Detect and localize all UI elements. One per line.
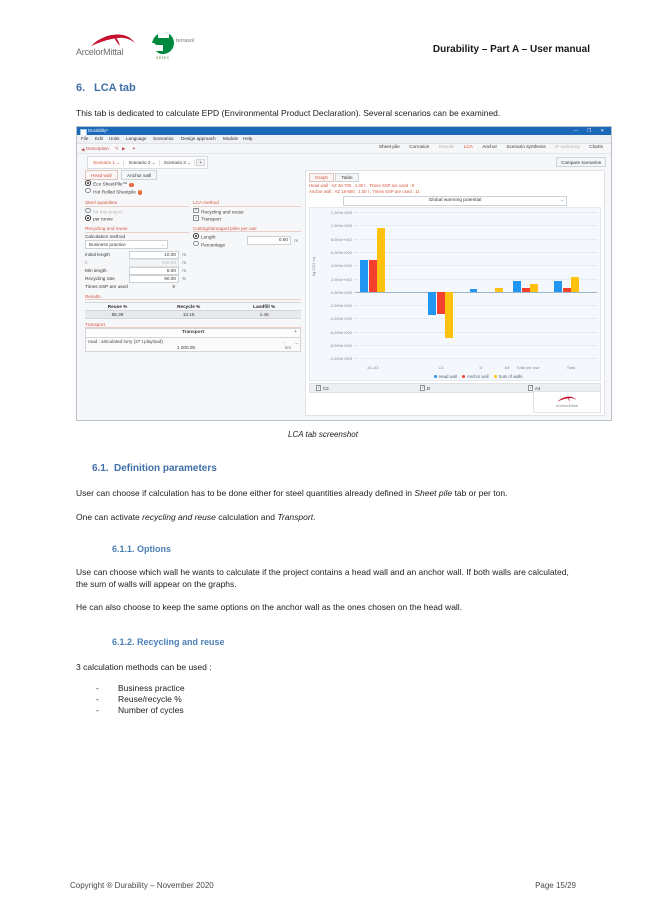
- y-tick-label: 6.000e+002: [330, 249, 352, 255]
- radio-icon-length[interactable]: [193, 233, 199, 239]
- tab-sheet-pile[interactable]: Sheet pile: [378, 144, 400, 149]
- secondary-length-unit: m: [182, 260, 186, 265]
- tab-charts[interactable]: Charts: [589, 144, 603, 149]
- min-length-label: Min length: [85, 268, 107, 273]
- lca-method-heading: LCA method: [193, 200, 301, 207]
- para-6-1-2-a: One can activate: [76, 512, 143, 522]
- x-tick-label: D: [479, 365, 483, 370]
- secondary-length-label: ⌷: [85, 260, 88, 265]
- cutting-option-length-label: Length: [201, 234, 216, 240]
- transport-header-label: Transport: [181, 330, 205, 335]
- legend-swatch-head-wall: [434, 375, 437, 378]
- tab-lca[interactable]: LCA: [463, 144, 473, 149]
- bullet-dash: -: [96, 683, 99, 693]
- lca-method-recycling-reuse-label: Recycling and reuse: [201, 208, 244, 214]
- heading-6-1-number: 6.1.: [92, 463, 109, 474]
- chevron-down-icon-calculation-method[interactable]: ⌄: [161, 241, 165, 247]
- y-tick-label: -8.000e+002: [329, 343, 352, 348]
- steel-quantity-option-project-label: for this project: [93, 208, 123, 214]
- y-tick-label: -2.000e+002: [329, 303, 352, 309]
- heading-6-1-title: Definition parameters: [114, 463, 217, 474]
- column-header-recycle-pct: Recycle %: [150, 302, 227, 310]
- terrasol-mark-icon: [152, 32, 174, 54]
- anchor-wall-button[interactable]: Anchor wall: [121, 170, 157, 180]
- times-ssp-used-row: [85, 283, 189, 291]
- legend-label-sum-of-walls[interactable]: Sum of walls: [498, 374, 523, 379]
- recycling-rate-row: [85, 275, 189, 283]
- secondary-length-row: [85, 259, 189, 267]
- section-number: 6.: [76, 82, 86, 94]
- y-tick-label: 2.000e+002: [330, 276, 352, 282]
- paragraph-6-1-2: [76, 511, 582, 523]
- chart-legend: [355, 374, 597, 379]
- bar-head-wall-a1a3: [360, 260, 368, 292]
- bar-head-wall-total-per-use: [513, 281, 521, 292]
- paragraph-6-1-1-1: Use can choose which wall he wants to calculate if the project contains a head wall and an anchor wall. If both walls are calculated, the sum of walls will appear on the graphs.: [76, 567, 569, 589]
- transport-heading: Transport: [85, 322, 301, 329]
- bar-anchor-wall-a1a3: [369, 260, 377, 292]
- app-tab-bar: [375, 144, 607, 153]
- transport-mode-value[interactable]: road : articulated lorry (27 t playload): [88, 338, 163, 344]
- heading-6-1-2-title: Recycling and reuse: [137, 637, 225, 647]
- play-icon[interactable]: ▶: [122, 146, 126, 151]
- italic-recycling-and-reuse: recycling and reuse: [142, 512, 216, 522]
- head-wall-button[interactable]: Head wall: [85, 170, 118, 180]
- document-header: [0, 0, 646, 76]
- remove-transport-button[interactable]: –: [295, 341, 298, 347]
- y-tick-label: 4.000e+002: [330, 263, 352, 269]
- transport-distance-input[interactable]: 1 200.00: [176, 344, 196, 350]
- add-transport-button[interactable]: +: [294, 330, 297, 335]
- transport-distance-unit: km: [285, 344, 291, 350]
- checkbox-icon-a4[interactable]: [528, 385, 533, 390]
- compare-scenarios-button[interactable]: Compare scenarios: [556, 157, 606, 167]
- lca-method-transport[interactable]: [193, 215, 301, 223]
- indicator-select[interactable]: [343, 196, 567, 206]
- italic-sheet-pile: Sheet pile: [414, 488, 453, 498]
- section-title: LCA tab: [94, 82, 136, 94]
- menu-item-units[interactable]: Units: [109, 136, 120, 142]
- y-tick-label: -6.000e+002: [329, 329, 352, 335]
- footer-page-number: Page 15/29: [535, 881, 576, 890]
- recycling-rate-label: Recycling rate: [85, 276, 115, 281]
- chart-y-axis-label: kg CO2 eq: [311, 256, 316, 276]
- back-arrow-icon[interactable]: ◀: [81, 146, 85, 152]
- add-icon[interactable]: ✦: [132, 146, 136, 151]
- menu-item-edit[interactable]: Edit: [95, 136, 103, 142]
- arcelormittal-logo: [76, 33, 148, 65]
- steel-quantity-option-per-tonne-label: per tonne: [93, 216, 113, 222]
- heading-options: [112, 544, 171, 554]
- lca-parameters-panel: [85, 170, 301, 352]
- results-heading: Results: [85, 294, 301, 301]
- arcelormittal-logo-text: ArcelorMittal: [76, 47, 124, 57]
- checkbox-icon-d[interactable]: [420, 385, 425, 390]
- app-menu-bar: [77, 135, 611, 144]
- cell-recycle-pct: 13.15: [150, 310, 227, 318]
- y-tick-label: 1.200e+003: [330, 210, 352, 215]
- radio-icon-per-tonne[interactable]: [85, 215, 91, 221]
- legend-label-head-wall[interactable]: Head wall: [438, 374, 457, 379]
- bar-sum-walls-total-per-use: [530, 284, 538, 292]
- paragraph-6-1-1: User can choose if calculation has to be done either for steel quantities already defined in Sheet pile tab or per ton.: [76, 488, 508, 498]
- lca-tab-screenshot: [76, 126, 612, 421]
- list-item: [76, 683, 536, 694]
- x-tick-label: A4: [504, 365, 510, 370]
- menu-item-scenarios[interactable]: Scenarios: [153, 136, 174, 142]
- stage-label-a4: A4: [534, 386, 541, 392]
- legend-label-anchor-wall[interactable]: Anchor wall: [466, 374, 489, 379]
- y-tick-label: -4.000e+002: [329, 316, 352, 322]
- steel-quantity-option-per-tonne[interactable]: [85, 215, 189, 223]
- bar-sum-walls-a1a3: [377, 228, 385, 292]
- list-item: [76, 705, 536, 716]
- y-tick-label: 8.000e+002: [330, 236, 352, 242]
- product-option-hot-rolled-label: Hot Rolled Sheetpile: [93, 188, 136, 194]
- radio-icon-percentage[interactable]: [193, 241, 199, 247]
- indicator-value: Global warming potential: [428, 198, 482, 204]
- warning-icon-eco-sheetpile[interactable]: !: [130, 182, 132, 187]
- graph-view-button[interactable]: Graph: [309, 173, 334, 182]
- calculation-method-select[interactable]: [85, 240, 168, 249]
- legend-swatch-anchor-wall: [462, 375, 465, 378]
- transport-row: [85, 338, 301, 352]
- tab-results[interactable]: Results: [438, 144, 455, 149]
- warning-icon-hot-rolled[interactable]: !: [139, 190, 141, 195]
- chevron-down-icon-transport-mode[interactable]: ⌄: [282, 338, 286, 344]
- y-tick-label: 0.000e+000: [330, 289, 352, 295]
- bullet-dash: -: [96, 694, 99, 704]
- menu-item-file[interactable]: File: [81, 136, 89, 142]
- bullet-dash: -: [96, 705, 99, 715]
- list-item: [76, 694, 536, 705]
- italic-transport: Transport: [277, 512, 314, 522]
- menu-item-language[interactable]: Language: [126, 136, 147, 142]
- arcelormittal-swoosh-icon: [90, 33, 136, 47]
- para-6-1-2-c: .: [313, 512, 316, 522]
- scenario-selector: [87, 156, 208, 169]
- intro-paragraph: This tab is dedicated to calculate EPD (Environmental Product Declaration). Several scenarios can be examined.: [76, 108, 501, 118]
- app-title-bar: [77, 127, 611, 135]
- y-tick-label: -1.000e+003: [329, 356, 352, 362]
- lca-method-transport-label: Transport: [201, 216, 221, 222]
- terrasol-logo: [152, 32, 212, 66]
- bar-head-wall-c3: [428, 292, 436, 316]
- initial-length-unit: m: [182, 252, 186, 257]
- tab-anchor[interactable]: Anchor: [482, 144, 498, 149]
- tab-corrosion[interactable]: Corrosion: [409, 144, 430, 149]
- calculation-method-label: Calculation method: [85, 233, 126, 239]
- table-view-button[interactable]: Table: [335, 173, 358, 182]
- cutting-length-unit: m: [294, 237, 298, 243]
- checkbox-icon-c3[interactable]: [316, 385, 321, 390]
- lca-method-recycling-reuse[interactable]: [193, 208, 301, 216]
- cutting-piles-heading: Cutting/damaged piles per use: [193, 226, 301, 233]
- calculation-method-value: Business practice: [89, 241, 126, 247]
- legend-swatch-sum-of-walls: [494, 375, 497, 378]
- paragraph-6-1-1-2: He can also choose to keep the same options on the anchor wall as the ones chosen on the head wall.: [76, 602, 463, 612]
- heading-6-1-2-number: 6.1.2.: [112, 637, 135, 647]
- min-length-row: [85, 267, 189, 275]
- column-header-reuse-pct: Reuse %: [85, 302, 150, 310]
- times-ssp-used-value: 9: [172, 284, 175, 289]
- bar-anchor-wall-total-per-use: [522, 288, 530, 292]
- add-scenario-button[interactable]: +: [196, 159, 205, 166]
- initial-length-row: [85, 251, 189, 259]
- paragraph-6-1-2-1: 3 calculation methods can be used :: [76, 662, 212, 672]
- lca-chart-panel: [305, 170, 605, 416]
- secondary-length-input: 100.00: [129, 259, 179, 268]
- times-ssp-used-label: Times SSP are used: [85, 284, 128, 289]
- scenario-chip-1[interactable]: Scenario 1 ⌄: [90, 160, 124, 166]
- steel-quantities-heading: Steel quantities: [85, 200, 189, 207]
- recycling-rate-unit: %: [182, 276, 186, 281]
- bar-head-wall-a4: [470, 289, 477, 292]
- terrasol-logo-text: terrasol: [176, 38, 195, 44]
- figure-caption: LCA tab screenshot: [288, 430, 358, 439]
- chart-view-toggle: [306, 171, 604, 183]
- bar-sum-walls-a4: [495, 288, 503, 292]
- chevron-down-icon-indicator[interactable]: ⌄: [559, 198, 564, 204]
- initial-length-label: Initial length: [85, 252, 111, 257]
- recycling-rate-input[interactable]: 90.00: [129, 275, 179, 284]
- para-6-1-2-b: calculation and: [215, 512, 278, 522]
- bar-anchor-wall-total: [563, 288, 571, 292]
- heading-definition-parameters: [92, 463, 217, 474]
- heading-6-1-1-title: Options: [137, 544, 171, 554]
- radio-icon-for-this-project[interactable]: [85, 208, 91, 214]
- arcelormittal-badge: [533, 391, 601, 413]
- table-row: [85, 310, 301, 318]
- radio-icon-eco-sheetpile[interactable]: [85, 180, 91, 186]
- recycling-methods-list: [76, 683, 536, 716]
- column-header-landfill-pct: Landfill %: [227, 302, 301, 310]
- head-wall-info: Head wall : AZ 26-700 , 1.00 t , Times SSP are used : 9: [309, 183, 415, 188]
- cell-landfill-pct: 1.46: [227, 310, 301, 318]
- list-item-label: Number of cycles: [118, 705, 184, 715]
- min-length-input[interactable]: 6.00: [129, 267, 179, 276]
- menu-item-design-approach[interactable]: Design approach: [181, 136, 216, 142]
- x-tick-label: A1-A3: [367, 365, 379, 370]
- initial-length-input[interactable]: 10.00: [129, 251, 179, 260]
- app-window-title: Durability*: [88, 128, 109, 134]
- bar-sum-walls-total: [571, 277, 579, 292]
- list-item-label: Reuse/recycle %: [118, 694, 182, 704]
- product-option-eco-sheetpile[interactable]: [85, 180, 301, 188]
- radio-icon-hot-rolled[interactable]: [85, 188, 91, 194]
- footer-copyright: Copyright ® Durability – November 2020: [70, 881, 214, 890]
- x-tick-label: Total per use: [516, 365, 540, 370]
- cutting-length-input[interactable]: 0.60: [247, 236, 291, 245]
- section-heading-lca-tab: [76, 82, 136, 94]
- window-controls[interactable]: — ❐ ✕: [573, 128, 608, 133]
- stage-checkbox-c3[interactable]: [316, 385, 329, 391]
- wall-selector: [85, 170, 301, 180]
- arcelormittal-badge-text: ArcelorMittal: [555, 403, 579, 408]
- tab-if-summary[interactable]: IF summary: [555, 144, 580, 149]
- lca-bar-chart: [309, 207, 601, 381]
- description-label[interactable]: Description: [86, 146, 109, 151]
- recycling-reuse-heading: Recycling and reuse: [85, 226, 189, 233]
- table-header-row: [85, 302, 301, 310]
- stage-label-d: D: [426, 386, 431, 392]
- document-header-title: Durability – Part A – User manual: [432, 44, 590, 55]
- heading-recycling-and-reuse: [112, 637, 225, 647]
- bar-head-wall-total: [554, 281, 562, 292]
- cell-reuse-pct: 85.39: [85, 310, 150, 318]
- results-table: [85, 302, 301, 319]
- stage-label-c3: C3: [322, 386, 329, 392]
- stage-checkbox-d[interactable]: [420, 385, 430, 391]
- menu-item-help[interactable]: Help: [243, 136, 253, 142]
- product-option-hot-rolled[interactable]: [85, 188, 301, 196]
- bar-anchor-wall-c3: [437, 292, 445, 315]
- menu-item-module[interactable]: Module: [223, 136, 239, 142]
- x-tick-label: C3: [438, 365, 444, 370]
- checkbox-icon-recycling-and-reuse[interactable]: [193, 208, 199, 214]
- x-tick-label: Total: [566, 365, 576, 370]
- list-item-label: Business practice: [118, 683, 185, 693]
- checkbox-icon-transport[interactable]: [193, 215, 199, 221]
- y-tick-label: 1.000e+003: [330, 223, 352, 229]
- steel-quantity-option-project[interactable]: [85, 208, 189, 216]
- cutting-option-percentage-label: Percentage: [201, 241, 226, 247]
- min-length-unit: m: [182, 268, 186, 273]
- scenario-chip-2[interactable]: Scenario 2 ⌄: [125, 160, 159, 166]
- scenario-chip-3[interactable]: Scenario 3 ⌄: [161, 160, 195, 166]
- product-option-eco-sheetpile-label: Eco SheetPile™: [93, 181, 128, 187]
- terrasol-logo-subtext: setec: [156, 55, 170, 60]
- heading-6-1-1-number: 6.1.1.: [112, 544, 135, 554]
- arcelormittal-swoosh-icon-badge: [556, 396, 578, 402]
- anchor-wall-info: Anchor wall : AZ 18-800 , 1.00 t , Times SSP are used : 11: [309, 188, 420, 194]
- edit-pencil-icon[interactable]: ✎: [115, 146, 119, 151]
- tab-scenario-synthesis[interactable]: Scenario synthesis: [506, 144, 546, 149]
- transport-table-header: [85, 328, 301, 338]
- bar-sum-walls-c3: [445, 292, 453, 338]
